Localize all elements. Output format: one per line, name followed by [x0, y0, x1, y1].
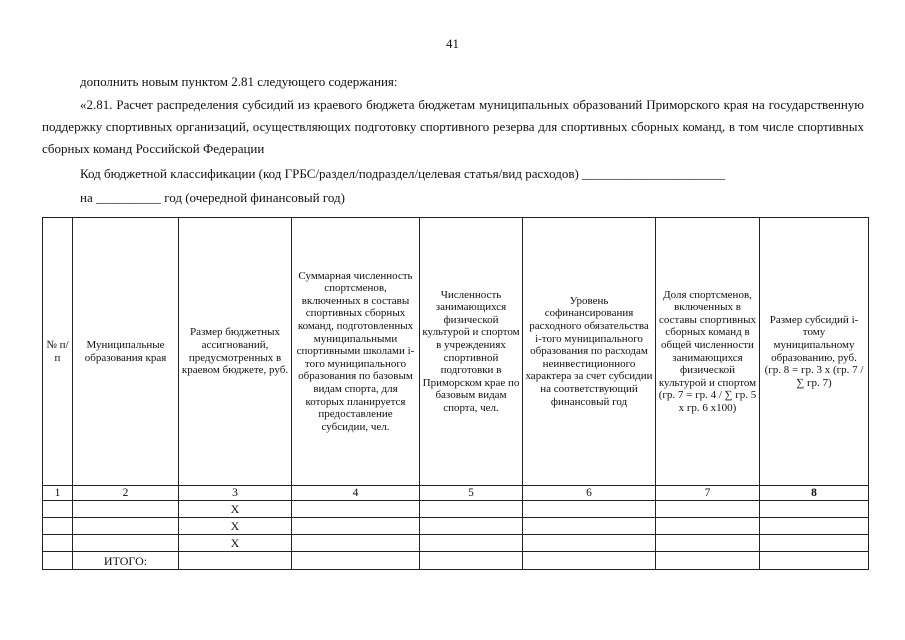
table-cell [292, 552, 420, 570]
table-header-row [43, 218, 869, 486]
table-cell [760, 501, 869, 518]
table-cell [656, 501, 760, 518]
table-cell [523, 535, 656, 552]
section-title: «2.81. Расчет распределения субсидий из краевого бюджета бюджетам муниципальных образований Приморского края на государственную поддержку спортивных организаций, осуществляющих подготовку спортивного резерва для спортивных сборных команд, в том числе спортивных сборных команд Российской Федерации [42, 97, 864, 156]
table-cell [43, 535, 73, 552]
table-cell [656, 518, 760, 535]
column-number: 3 [179, 486, 292, 501]
column-number: 6 [523, 486, 656, 501]
table-cell [760, 552, 869, 570]
table-cell: Х [179, 535, 292, 552]
table-cell [420, 535, 523, 552]
table-cell [420, 518, 523, 535]
column-number-row [43, 486, 869, 501]
table-row [43, 535, 869, 552]
header-athletes-share: Доля спортсменов, включенных в составы спортивных сборных команд в общей численности занимающихся физической культурой и спортом (гр. 7 = гр. 4 / ∑ гр. 5 х гр. 6 х100) [656, 218, 760, 486]
table-cell [760, 535, 869, 552]
table-cell [179, 552, 292, 570]
table-cell [523, 501, 656, 518]
table-cell: Х [179, 501, 292, 518]
header-athletes-total: Суммарная численность спортсменов, включенных в составы спортивных сборных команд, подготовленных муниципальными спортивными школами i-того муниципального образования по базовым видам спорта, для которых планируется предоставление субсидии, чел. [292, 218, 420, 486]
table-row [43, 501, 869, 518]
column-number: 2 [73, 486, 179, 501]
table-cell [292, 518, 420, 535]
table-cell [656, 552, 760, 570]
table-cell [656, 535, 760, 552]
table-cell [292, 501, 420, 518]
table-cell [523, 552, 656, 570]
header-municipality: Муниципальные образования края [73, 218, 179, 486]
total-label: ИТОГО: [73, 552, 179, 570]
subsidy-distribution-table [42, 217, 869, 570]
header-index: № п/п [43, 218, 73, 486]
column-number: 4 [292, 486, 420, 501]
table-cell [73, 535, 179, 552]
table-cell [523, 518, 656, 535]
page-number: 41 [446, 36, 459, 51]
table-cell [760, 518, 869, 535]
total-row [43, 552, 869, 570]
table-cell: Х [179, 518, 292, 535]
column-number: 7 [656, 486, 760, 501]
table-row [43, 518, 869, 535]
header-cofinancing-level: Уровень софинансирования расходного обязательства i-того муниципального образования по расходам неинвестиционного характера за счет субсидии на соответствующий финансовый год [523, 218, 656, 486]
budget-code-line: Код бюджетной классификации (код ГРБС/раздел/подраздел/целевая статья/вид расходов) ______________________ [80, 166, 726, 181]
header-sport-participants: Численность занимающихся физической культурой и спортом в учреждениях спортивной подготовки в Приморском крае по базовым видам спорта, чел. [420, 218, 523, 486]
table-cell [292, 535, 420, 552]
column-number: 8 [760, 486, 869, 501]
table-cell [420, 552, 523, 570]
table-cell [420, 501, 523, 518]
table-cell [73, 518, 179, 535]
column-number: 5 [420, 486, 523, 501]
table-cell [43, 552, 73, 570]
column-number: 1 [43, 486, 73, 501]
table-cell [73, 501, 179, 518]
amendment-intro: дополнить новым пунктом 2.81 следующего содержания: [80, 74, 398, 89]
table-cell [43, 518, 73, 535]
table-cell [43, 501, 73, 518]
fiscal-year-line: на __________ год (очередной финансовый год) [80, 190, 345, 205]
header-subsidy-amount: Размер субсидий i-тому муниципальному образованию, руб. (гр. 8 = гр. 3 х (гр. 7 / ∑ гр. 7) [760, 218, 869, 486]
header-budget-allocation: Размер бюджетных ассигнований, предусмотренных в краевом бюджете, руб. [179, 218, 292, 486]
